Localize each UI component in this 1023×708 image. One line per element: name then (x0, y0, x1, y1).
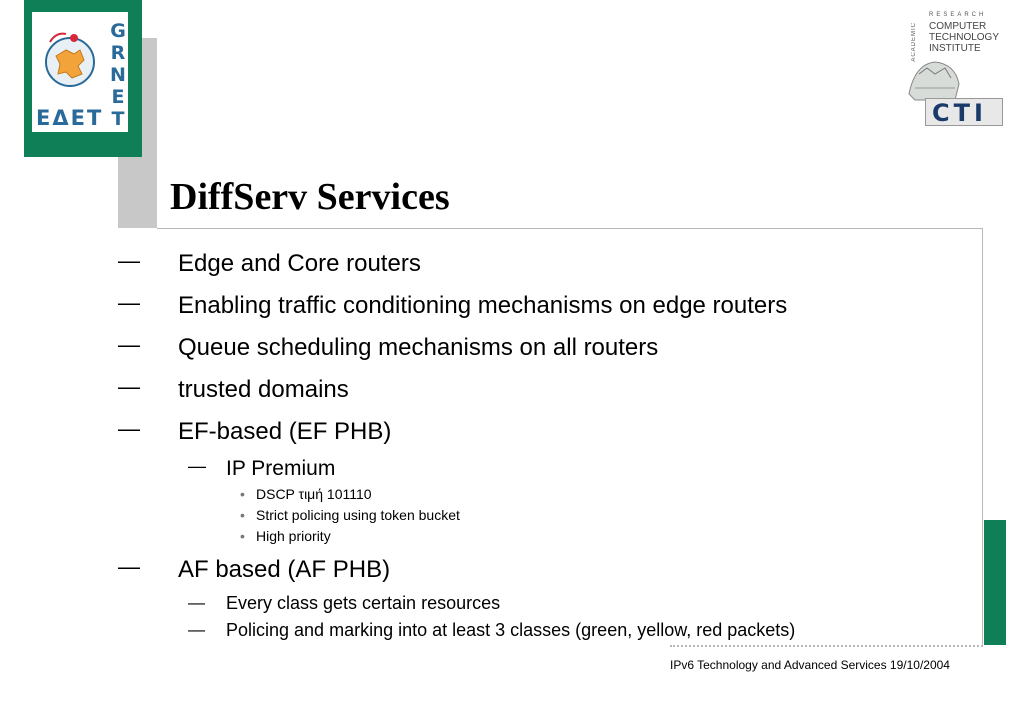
sub-bullet-marker: — (188, 456, 206, 476)
decorative-green-bar (984, 520, 1006, 645)
bullet-text: AF based (AF PHB) (178, 556, 391, 583)
grnet-letter: R (110, 42, 126, 64)
bullet-text: EF-based (EF PHB) (178, 418, 392, 445)
bullet-marker: — (118, 374, 140, 399)
cti-abbr: CTI (932, 99, 987, 127)
grnet-letter: T (111, 108, 125, 130)
sub-bullet-marker: — (188, 620, 205, 639)
grnet-logo-panel (32, 12, 128, 132)
grnet-letter: E (111, 86, 125, 108)
sub-sub-bullet-text: Strict policing using token bucket (256, 507, 460, 523)
sub-sub-bullet-item (240, 528, 331, 544)
cti-sketch-icon (905, 54, 965, 104)
bullet-item (118, 332, 659, 362)
sub-bullet-marker: — (188, 593, 205, 612)
bullet-item (118, 248, 421, 278)
slide-footer: IPv6 Technology and Advanced Services 19/10/2004 (670, 658, 950, 672)
bullet-marker: — (118, 332, 140, 357)
sub-sub-bullet-text: DSCP τιμή 101110 (256, 486, 372, 502)
grnet-letters (108, 20, 128, 130)
bullet-text: Queue scheduling mechanisms on all routers (178, 334, 659, 361)
sub-bullet-text: Every class gets certain resources (226, 593, 501, 613)
slide-title: DiffServ Services (170, 176, 450, 218)
cti-abbr-box (925, 98, 1003, 126)
sub-sub-bullet-item (240, 486, 372, 502)
grnet-letter: G (110, 20, 126, 42)
grnet-logo (24, 0, 142, 157)
sub-bullet-text: Policing and marking into at least 3 classes (green, yellow, red packets) (226, 620, 796, 640)
decorative-dotted-line (670, 645, 983, 647)
sub-bullet-item (188, 620, 796, 641)
sub-sub-bullet-text: High priority (256, 528, 331, 544)
bullet-marker: — (118, 248, 140, 273)
bullet-text: Enabling traffic conditioning mechanisms on edge routers (178, 292, 788, 319)
sub-bullet-item (188, 456, 336, 481)
sub-bullet-item (188, 593, 501, 614)
grnet-letter: N (110, 64, 126, 86)
bullet-text: Edge and Core routers (178, 250, 421, 277)
cti-research-label: RESEARCH (929, 12, 987, 18)
bullet-item (118, 416, 392, 446)
bullet-item (118, 554, 391, 584)
sub-sub-bullet-item (240, 507, 460, 523)
cti-name-line: TECHNOLOGY (929, 32, 1000, 43)
cti-academic-label: ACADEMIC (911, 22, 917, 62)
bullet-marker: — (118, 554, 140, 579)
cti-name-line: COMPUTER (929, 21, 987, 32)
bullet-marker: — (118, 290, 140, 315)
bullet-dot: • (240, 486, 245, 502)
bullet-text: trusted domains (178, 376, 349, 403)
cti-name-line: INSTITUTE (929, 43, 981, 54)
sub-bullet-text: IP Premium (226, 457, 336, 480)
bullet-dot: • (240, 528, 245, 544)
cti-logo (905, 12, 1010, 132)
bullet-item (118, 374, 349, 404)
cti-full-name (929, 21, 999, 54)
bullet-marker: — (118, 416, 140, 441)
grnet-map-icon (36, 20, 106, 100)
bullet-item (118, 290, 788, 320)
bullet-dot: • (240, 507, 245, 523)
grnet-greek-name: ΕΔΕΤ (36, 106, 104, 130)
